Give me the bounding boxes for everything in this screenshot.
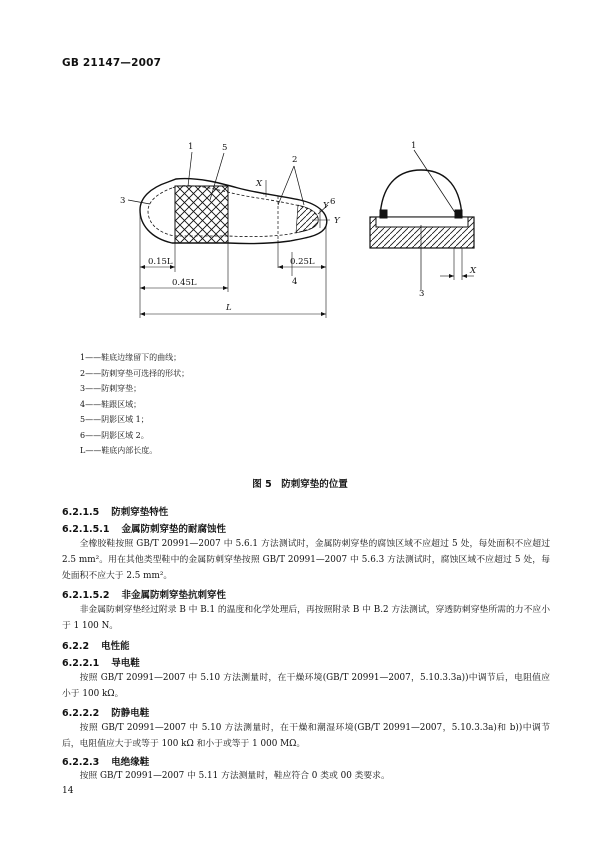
legend-item: 4——鞋跟区域； xyxy=(80,399,142,409)
section-label-x: X xyxy=(470,266,477,276)
paragraph: 非金属防刺穿垫经过附录 B 中 B.1 的温度和化学处理后，再按照附录 B 中 B.2 方法测试，穿透防刺穿垫所需的力不应小于 1 100 N。 xyxy=(62,605,550,631)
dim-025L: 0.25L xyxy=(290,257,315,267)
paragraph: 按照 GB/T 20991—2007 中 5.10 方法测量时，在干燥和潮湿环境(GB/T 20991—2007，5.10.3.3a)和 b))中调节后，电阻值应大于或等于 100 kΩ 和小于或等于 1 000 MΩ。 xyxy=(62,723,550,749)
label-1: 1 xyxy=(188,142,194,152)
label-5: 5 xyxy=(222,143,228,153)
legend-item: 5——阴影区域 1； xyxy=(80,415,149,424)
shadow-area-2 xyxy=(296,205,318,233)
paragraph: 全橡胶鞋按照 GB/T 20991—2007 中 5.6.1 方法测试时，金属防刺穿垫的腐蚀区域不应超过 5 处，每处面积不应超过 2.5 mm²。用在其他类型鞋中的金属防刺穿垫按照 GB/T 20991—2007 中 5.6.3 方法测试时，腐蚀区域不应超过 5 处，每处面积不应大于 2.5 mm²。 xyxy=(62,539,550,581)
legend-item: L——鞋底内部长度。 xyxy=(80,446,158,455)
standard-code: GB 21147—2007 xyxy=(62,57,162,69)
sole-plan-view xyxy=(128,152,330,318)
section-heading: 6.2.1.5 防刺穿垫特性 xyxy=(62,507,169,518)
figure-caption: 图 5 防刺穿垫的位置 xyxy=(252,479,348,490)
section-heading: 6.2.1.5.2 非金属防刺穿垫抗刺穿性 xyxy=(62,590,227,601)
section-heading: 6.2.2.1 导电鞋 xyxy=(62,658,140,669)
legend-item: 1——鞋底边缘留下的曲线； xyxy=(80,353,182,362)
dim-015L: 0.15L xyxy=(148,257,173,267)
section-label-1: 1 xyxy=(411,141,417,151)
label-4: 4 xyxy=(292,277,298,287)
section-heading: 6.2.2.2 防静电鞋 xyxy=(62,708,150,719)
paragraph: 按照 GB/T 20991—2007 中 5.11 方法测量时，鞋应符合 0 类或 00 类要求。 xyxy=(79,771,390,781)
label-y-right: Y xyxy=(334,216,340,226)
upper-dome xyxy=(380,170,462,217)
legend-item: 6——阴影区域 2。 xyxy=(80,430,149,440)
section-heading: 6.2.2.3 电绝缘鞋 xyxy=(62,757,150,768)
dim-045L: 0.45L xyxy=(172,278,197,288)
dim-L: L xyxy=(226,303,232,313)
label-6: 6 xyxy=(330,197,336,207)
sole-cross-section xyxy=(370,150,474,290)
legend-item: 2——防刺穿垫可选择的形状； xyxy=(80,368,190,378)
section-heading: 6.2.2 电性能 xyxy=(62,641,130,652)
paragraph: 按照 GB/T 20991—2007 中 5.10 方法测量时，在干燥环境(GB/T 20991—2007，5.10.3.3a))中调节后，电阻值应小于 100 kΩ。 xyxy=(62,673,550,699)
legend-item: 3——防刺穿垫； xyxy=(80,384,142,393)
label-x: X xyxy=(256,179,263,189)
section-heading: 6.2.1.5.1 金属防刺穿垫的耐腐蚀性 xyxy=(62,524,227,535)
inner-edge-curve xyxy=(148,186,318,237)
shadow-area-1 xyxy=(175,186,228,243)
label-2: 2 xyxy=(292,155,298,165)
figure-5 xyxy=(0,0,600,340)
section-label-3: 3 xyxy=(419,289,425,299)
figure-legend xyxy=(80,352,189,461)
page-number: 14 xyxy=(62,786,74,796)
label-y-top: Y xyxy=(323,201,329,211)
label-3: 3 xyxy=(120,196,126,206)
